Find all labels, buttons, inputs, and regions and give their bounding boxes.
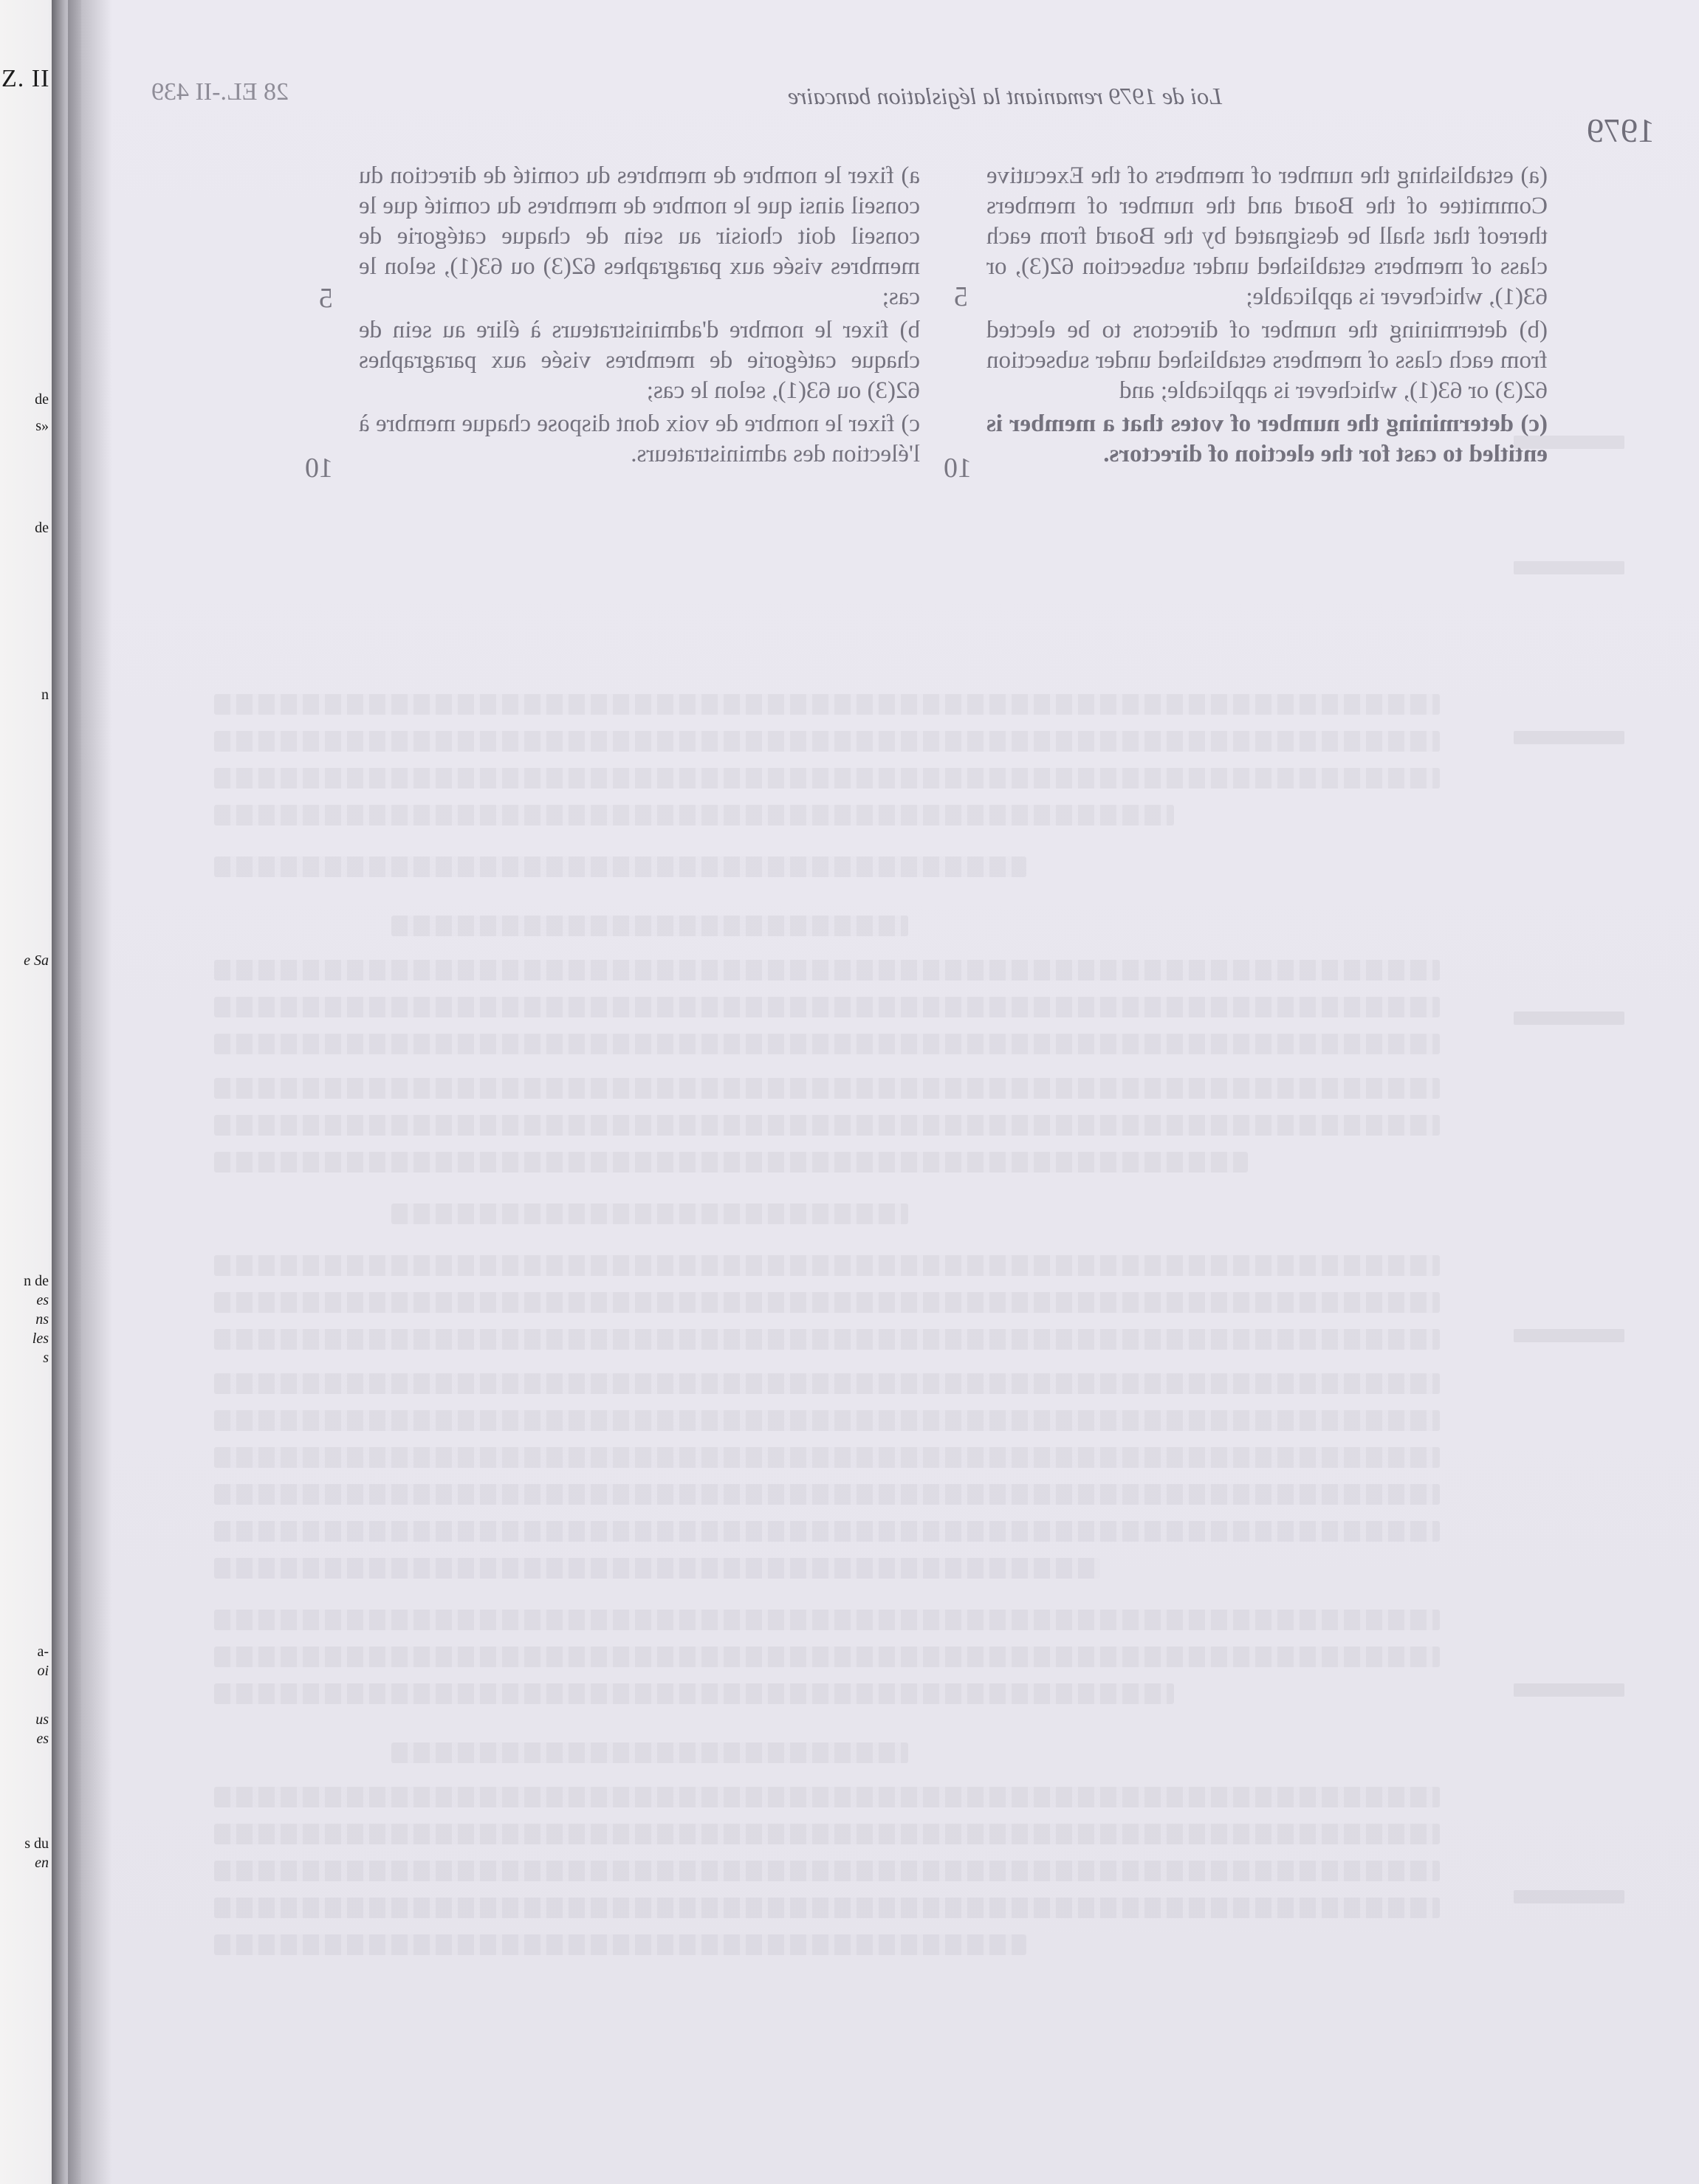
facing-page-fragment: oi [37, 1663, 49, 1679]
faint-margin-note [1514, 561, 1624, 574]
facing-page-fragment: de [35, 391, 49, 408]
french-paragraph-c: c) fixer le nombre de voix dont dispose chaque membre à l'élection des administrateurs. [359, 411, 920, 467]
facing-page-fragment: s» [35, 418, 49, 434]
faint-line [214, 997, 1440, 1017]
faint-margin-note [1514, 1012, 1624, 1025]
line-number-5-english: 5 [954, 281, 968, 312]
page-reference: 28 EL.-II 439 [151, 78, 289, 106]
faint-margin-note [1514, 1890, 1624, 1903]
faint-margin-note [1514, 1683, 1624, 1697]
line-number-5-french: 5 [319, 283, 333, 314]
faint-line [214, 1034, 1440, 1054]
facing-page-fragment: es [36, 1731, 49, 1747]
facing-page-fragment: e Sa [24, 952, 49, 969]
faint-line [391, 1203, 908, 1224]
faint-line [214, 856, 1026, 877]
faint-line [214, 1646, 1440, 1667]
faint-margin-note [1514, 436, 1624, 449]
facing-page-fragment: de [35, 520, 49, 536]
faint-line [214, 731, 1440, 752]
facing-page-fragment: a- [37, 1644, 49, 1660]
faint-line [214, 1329, 1440, 1350]
faint-line [214, 1484, 1440, 1505]
french-paragraph-b: b) fixer le nombre d'administrateurs à élire au sein de chaque catégorie de membres visée aux paragraphes 62(3) ou 63(1), selon le cas; [359, 317, 920, 404]
english-paragraph-c: (c) determining the number of votes that a member is entitled to cast for the election of directors. [986, 411, 1548, 467]
faint-line [214, 1898, 1440, 1918]
faint-margin-note [1514, 731, 1624, 744]
line-number-10-english: 10 [944, 453, 972, 484]
english-paragraph-a: (a) establishing the number of members of the Executive Committee of the Board and the number of members thereof that shall be designated by the Board from each class of members established under subsection 62(3), or 63(1), whichever is applicable; [986, 162, 1548, 310]
page-year: 1979 [1587, 111, 1655, 149]
running-head: Loi de 1979 remaniant la législation bancaire [788, 83, 1222, 109]
faint-line [214, 1292, 1440, 1313]
facing-page-fragment: s [43, 1350, 49, 1366]
faint-line [214, 1152, 1248, 1172]
faint-line [391, 916, 908, 936]
french-column [359, 161, 920, 473]
faint-line [214, 768, 1440, 789]
faint-line [391, 1742, 908, 1763]
facing-page-fragment: us [35, 1711, 49, 1728]
faint-line [214, 1558, 1100, 1579]
faint-line [214, 805, 1174, 825]
faint-line [214, 1521, 1440, 1542]
faint-line [214, 1410, 1440, 1431]
faint-margin-note [1514, 1329, 1624, 1342]
line-number-10-french: 10 [305, 453, 333, 484]
facing-page-fragment: ns [35, 1311, 49, 1328]
page-curl-shadow [68, 0, 112, 2184]
faint-line [214, 1255, 1440, 1276]
english-column [986, 161, 1548, 473]
faint-line [214, 1934, 1026, 1955]
facing-page-fragment: n de [24, 1273, 49, 1289]
show-through-page [81, 0, 1699, 2184]
faint-line [214, 960, 1440, 981]
faint-line [214, 1861, 1440, 1881]
faint-line [214, 694, 1440, 715]
faint-line [214, 1115, 1440, 1136]
faint-line [214, 1078, 1440, 1099]
french-paragraph-a: a) fixer le nombre de membres du comité de direction du conseil ainsi que le nombre de membres du comité que le conseil doit choisir au sein de chaque catégorie de membres visée aux paragraphes 62(3) ou 63(1), selon le cas; [359, 162, 920, 310]
facing-page-fragment: n [41, 687, 49, 703]
faint-line [214, 1824, 1440, 1844]
faint-line [214, 1610, 1440, 1630]
facing-page-fragment: en [35, 1855, 49, 1871]
faint-line [214, 1373, 1440, 1394]
faint-line [214, 1683, 1174, 1704]
faint-line [214, 1787, 1440, 1807]
english-paragraph-b: (b) determining the number of directors to be elected from each class of members established under subsection 62(3) or 63(1), whichever is applicable; and [986, 317, 1548, 404]
facing-page-title: Z. II [1, 65, 50, 92]
facing-page-fragment: les [32, 1330, 49, 1347]
facing-page-fragment: s du [24, 1836, 49, 1852]
faint-line [214, 1447, 1440, 1468]
facing-page-fragment: es [36, 1292, 49, 1308]
